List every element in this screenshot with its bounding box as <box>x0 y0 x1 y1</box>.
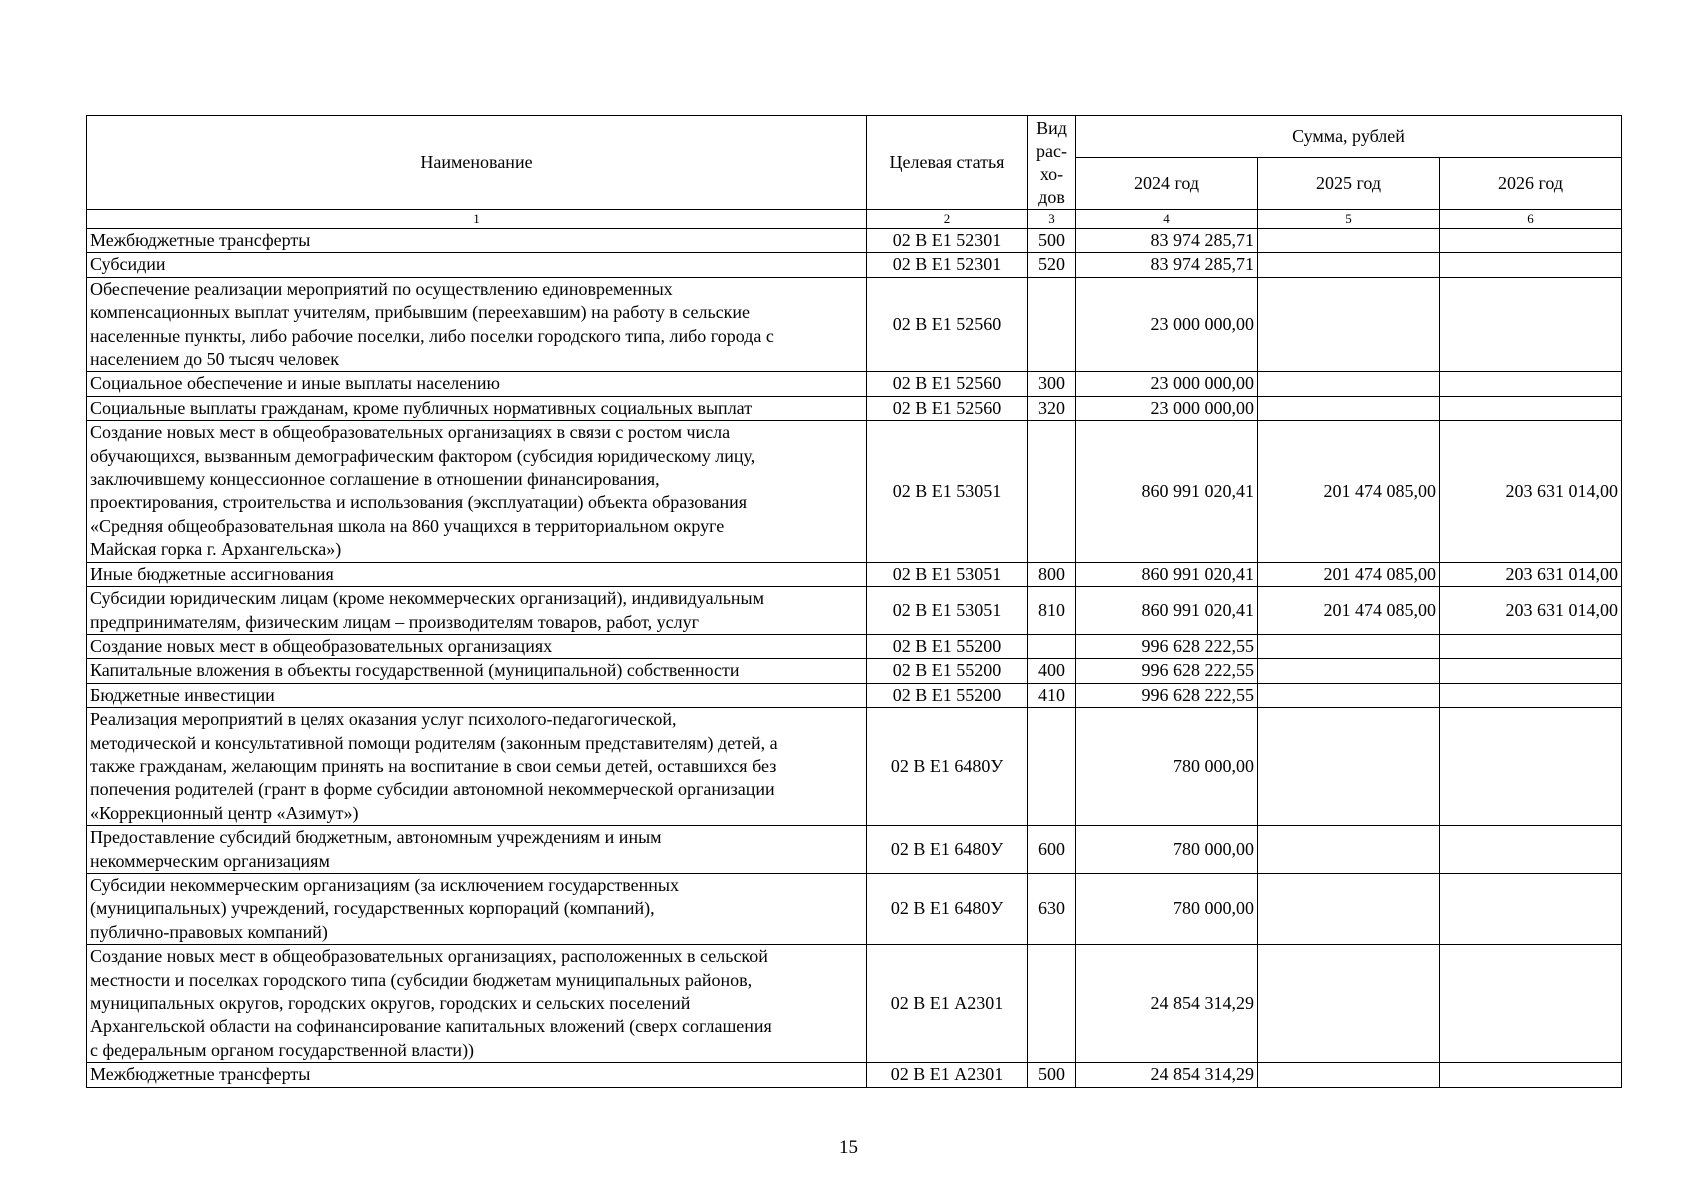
row-name-line: заключившему концессионное соглашение в отношении финансирования, <box>90 469 660 490</box>
row-name-line: Бюджетные инвестиции <box>90 684 275 705</box>
table-row <box>87 229 1622 253</box>
row-sum-2024: 780 000,00 <box>1076 873 1258 944</box>
row-sum-2026 <box>1440 708 1622 826</box>
row-name <box>87 253 867 277</box>
row-target-code: 02 В Е1 53051 <box>867 587 1028 635</box>
row-name <box>87 229 867 253</box>
row-expense-kind <box>1028 634 1076 658</box>
row-name-line: Субсидии некоммерческим организациям (за исключением государственных <box>90 874 680 895</box>
row-name-line: Архангельской области на софинансирование капитальных вложений (сверх соглашения <box>90 1016 772 1037</box>
table-row <box>87 826 1622 874</box>
column-number: 2 <box>867 210 1028 229</box>
header-year-2026: 2026 год <box>1440 158 1622 210</box>
row-name-line: публично-правовых компаний) <box>90 921 328 942</box>
row-target-code: 02 В Е1 52301 <box>867 253 1028 277</box>
row-sum-2026 <box>1440 634 1622 658</box>
header-year-2025: 2025 год <box>1258 158 1440 210</box>
row-target-code: 02 В Е1 52560 <box>867 396 1028 420</box>
row-name-line: Социальное обеспечение и иные выплаты населению <box>90 373 500 394</box>
row-sum-2025 <box>1258 634 1440 658</box>
row-name-line: обучающихся, вызванным демографическим фактором (субсидия юридическому лицу, <box>90 445 756 466</box>
header-sum: Сумма, рублей <box>1076 116 1622 158</box>
row-name <box>87 421 867 562</box>
table-body <box>87 210 1622 1088</box>
header-kind <box>1028 116 1076 210</box>
header-name: Наименование <box>87 116 867 210</box>
row-expense-kind: 500 <box>1028 229 1076 253</box>
row-name <box>87 683 867 707</box>
row-sum-2024: 23 000 000,00 <box>1076 372 1258 396</box>
row-target-code: 02 В Е1 53051 <box>867 562 1028 586</box>
row-sum-2026 <box>1440 229 1622 253</box>
row-name-line: Майская горка г. Архангельска») <box>90 539 342 560</box>
row-sum-2024: 996 628 222,55 <box>1076 683 1258 707</box>
row-name-line: также гражданам, желающим принять на воспитание в свои семьи детей, оставшихся без <box>90 755 777 776</box>
row-sum-2026 <box>1440 277 1622 372</box>
row-name-line: Субсидии юридическим лицам (кроме некоммерческих организаций), индивидуальным <box>90 588 765 609</box>
row-name-line: Межбюджетные трансферты <box>90 1064 311 1085</box>
row-expense-kind: 500 <box>1028 1063 1076 1087</box>
row-target-code: 02 В Е1 52560 <box>867 372 1028 396</box>
table-row <box>87 659 1622 683</box>
row-name-line: некоммерческим организациям <box>90 850 330 871</box>
row-name-line: Иные бюджетные ассигнования <box>90 563 334 584</box>
row-name <box>87 396 867 420</box>
row-sum-2026 <box>1440 826 1622 874</box>
row-target-code: 02 В Е1 52560 <box>867 277 1028 372</box>
row-sum-2024: 83 974 285,71 <box>1076 229 1258 253</box>
row-name-line: Капитальные вложения в объекты государственной (муниципальной) собственности <box>90 660 740 681</box>
row-target-code: 02 В Е1 6480У <box>867 708 1028 826</box>
table-row <box>87 873 1622 944</box>
row-sum-2024: 24 854 314,29 <box>1076 1063 1258 1087</box>
row-sum-2024: 780 000,00 <box>1076 826 1258 874</box>
row-name-line: Субсидии <box>90 254 166 275</box>
table-row <box>87 683 1622 707</box>
row-sum-2025 <box>1258 659 1440 683</box>
row-name-line: муниципальных округов, городских округов, городских и сельских поселений <box>90 993 691 1013</box>
row-target-code: 02 В Е1 55200 <box>867 683 1028 707</box>
row-name <box>87 826 867 874</box>
row-name-line: предпринимателям, физическим лицам – производителям товаров, работ, услуг <box>90 611 699 632</box>
column-number: 1 <box>87 210 867 229</box>
header-kind-line: рас- <box>1036 140 1067 161</box>
row-expense-kind: 810 <box>1028 587 1076 635</box>
row-name <box>87 634 867 658</box>
table-row <box>87 945 1622 1063</box>
row-expense-kind <box>1028 945 1076 1063</box>
row-target-code: 02 В Е1 А2301 <box>867 945 1028 1063</box>
header-kind-line: хо- <box>1039 163 1064 184</box>
page-number: 15 <box>839 1137 858 1158</box>
row-sum-2026 <box>1440 873 1622 944</box>
row-name-line: Обеспечение реализации мероприятий по осуществлению единовременных <box>90 278 673 299</box>
row-sum-2024: 996 628 222,55 <box>1076 659 1258 683</box>
row-sum-2025 <box>1258 708 1440 826</box>
row-name-line: населенные пункты, либо рабочие поселки, либо поселки городского типа, либо города с <box>90 325 774 346</box>
row-name-line: Создание новых мест в общеобразовательных организациях <box>90 635 553 656</box>
row-target-code: 02 В Е1 53051 <box>867 421 1028 562</box>
row-sum-2025: 201 474 085,00 <box>1258 421 1440 562</box>
column-number: 5 <box>1258 210 1440 229</box>
row-expense-kind: 410 <box>1028 683 1076 707</box>
row-expense-kind: 600 <box>1028 826 1076 874</box>
header-year-2024: 2024 год <box>1076 158 1258 210</box>
row-sum-2024: 860 991 020,41 <box>1076 421 1258 562</box>
row-sum-2024: 996 628 222,55 <box>1076 634 1258 658</box>
row-target-code: 02 В Е1 55200 <box>867 659 1028 683</box>
row-name <box>87 659 867 683</box>
table-row <box>87 372 1622 396</box>
row-sum-2026 <box>1440 683 1622 707</box>
row-sum-2024: 23 000 000,00 <box>1076 277 1258 372</box>
row-sum-2024: 83 974 285,71 <box>1076 253 1258 277</box>
row-expense-kind: 400 <box>1028 659 1076 683</box>
row-sum-2026: 203 631 014,00 <box>1440 421 1622 562</box>
row-sum-2025 <box>1258 1063 1440 1087</box>
row-name <box>87 587 867 635</box>
row-name-line: «Средняя общеобразовательная школа на 860 учащихся в территориальном округе <box>90 515 725 536</box>
table-row <box>87 708 1622 826</box>
table-row <box>87 587 1622 635</box>
row-sum-2026 <box>1440 253 1622 277</box>
row-name-line: Предоставление субсидий бюджетным, автономным учреждениям и иным <box>90 827 662 848</box>
table-row <box>87 1063 1622 1087</box>
row-name-line: Социальные выплаты гражданам, кроме публичных нормативных социальных выплат <box>90 397 753 418</box>
row-sum-2026 <box>1440 372 1622 396</box>
budget-table <box>86 115 1622 1088</box>
row-sum-2025 <box>1258 229 1440 253</box>
table-row <box>87 634 1622 658</box>
header-target: Целевая статья <box>867 116 1028 210</box>
row-sum-2025 <box>1258 683 1440 707</box>
row-sum-2025 <box>1258 396 1440 420</box>
row-sum-2025 <box>1258 372 1440 396</box>
row-sum-2025: 201 474 085,00 <box>1258 562 1440 586</box>
row-name-line: компенсационных выплат учителям, прибывшим (переехавшим) на работу в сельские <box>90 302 751 323</box>
row-sum-2024: 860 991 020,41 <box>1076 587 1258 635</box>
row-expense-kind <box>1028 277 1076 372</box>
row-sum-2025 <box>1258 873 1440 944</box>
table-row <box>87 421 1622 562</box>
table-row <box>87 562 1622 586</box>
row-target-code: 02 В Е1 55200 <box>867 634 1028 658</box>
row-expense-kind: 800 <box>1028 562 1076 586</box>
row-name <box>87 277 867 372</box>
row-name-line: Создание новых мест в общеобразовательных организациях в связи с ростом числа <box>90 422 731 443</box>
row-name <box>87 562 867 586</box>
column-number: 3 <box>1028 210 1076 229</box>
row-expense-kind <box>1028 421 1076 562</box>
row-target-code: 02 В Е1 52301 <box>867 229 1028 253</box>
row-sum-2026: 203 631 014,00 <box>1440 587 1622 635</box>
header-kind-line: дов <box>1038 186 1065 207</box>
row-name-line: «Коррекционный центр «Азимут») <box>90 802 359 823</box>
column-number: 6 <box>1440 210 1622 229</box>
row-name-line: методической и консультативной помощи родителям (законным представителям) детей, а <box>90 732 778 753</box>
row-sum-2024: 24 854 314,29 <box>1076 945 1258 1063</box>
row-name <box>87 873 867 944</box>
row-name-line: проектирования, строительства и использования (эксплуатации) объекта образования <box>90 492 748 513</box>
column-number-row <box>87 210 1622 229</box>
row-name-line: местности и поселках городского типа (субсидии бюджетам муниципальных районов, <box>90 969 753 990</box>
row-sum-2025 <box>1258 253 1440 277</box>
row-sum-2026 <box>1440 396 1622 420</box>
row-expense-kind <box>1028 708 1076 826</box>
row-sum-2025 <box>1258 945 1440 1063</box>
row-target-code: 02 В Е1 6480У <box>867 873 1028 944</box>
header-kind-line: Вид <box>1036 117 1067 138</box>
row-expense-kind: 300 <box>1028 372 1076 396</box>
row-name-line: населением до 50 тысяч человек <box>90 349 340 370</box>
row-sum-2025 <box>1258 277 1440 372</box>
row-name <box>87 708 867 826</box>
table-row <box>87 253 1622 277</box>
row-name <box>87 372 867 396</box>
row-sum-2026 <box>1440 659 1622 683</box>
row-sum-2024: 860 991 020,41 <box>1076 562 1258 586</box>
table-row <box>87 277 1622 372</box>
row-name-line: попечения родителей (грант в форме субсидии автономной некоммерческой организации <box>90 779 775 800</box>
row-name-line: (муниципальных) учреждений, государственных корпораций (компаний), <box>90 898 655 919</box>
row-target-code: 02 В Е1 6480У <box>867 826 1028 874</box>
row-sum-2024: 23 000 000,00 <box>1076 396 1258 420</box>
row-expense-kind: 520 <box>1028 253 1076 277</box>
row-sum-2026: 203 631 014,00 <box>1440 562 1622 586</box>
row-sum-2026 <box>1440 1063 1622 1087</box>
row-sum-2025 <box>1258 826 1440 874</box>
row-sum-2026 <box>1440 945 1622 1063</box>
column-number: 4 <box>1076 210 1258 229</box>
row-sum-2025: 201 474 085,00 <box>1258 587 1440 635</box>
table-row <box>87 396 1622 420</box>
row-target-code: 02 В Е1 А2301 <box>867 1063 1028 1087</box>
row-expense-kind: 320 <box>1028 396 1076 420</box>
row-name-line: с федеральным органом государственной власти)) <box>90 1039 475 1060</box>
row-sum-2024: 780 000,00 <box>1076 708 1258 826</box>
row-name-line: Создание новых мест в общеобразовательных организациях, расположенных в сельской <box>90 946 768 967</box>
row-name-line: Реализация мероприятий в целях оказания услуг психолого-педагогической, <box>90 709 677 730</box>
row-name-line: Межбюджетные трансферты <box>90 230 311 250</box>
row-expense-kind: 630 <box>1028 873 1076 944</box>
row-name <box>87 945 867 1063</box>
row-name <box>87 1063 867 1087</box>
